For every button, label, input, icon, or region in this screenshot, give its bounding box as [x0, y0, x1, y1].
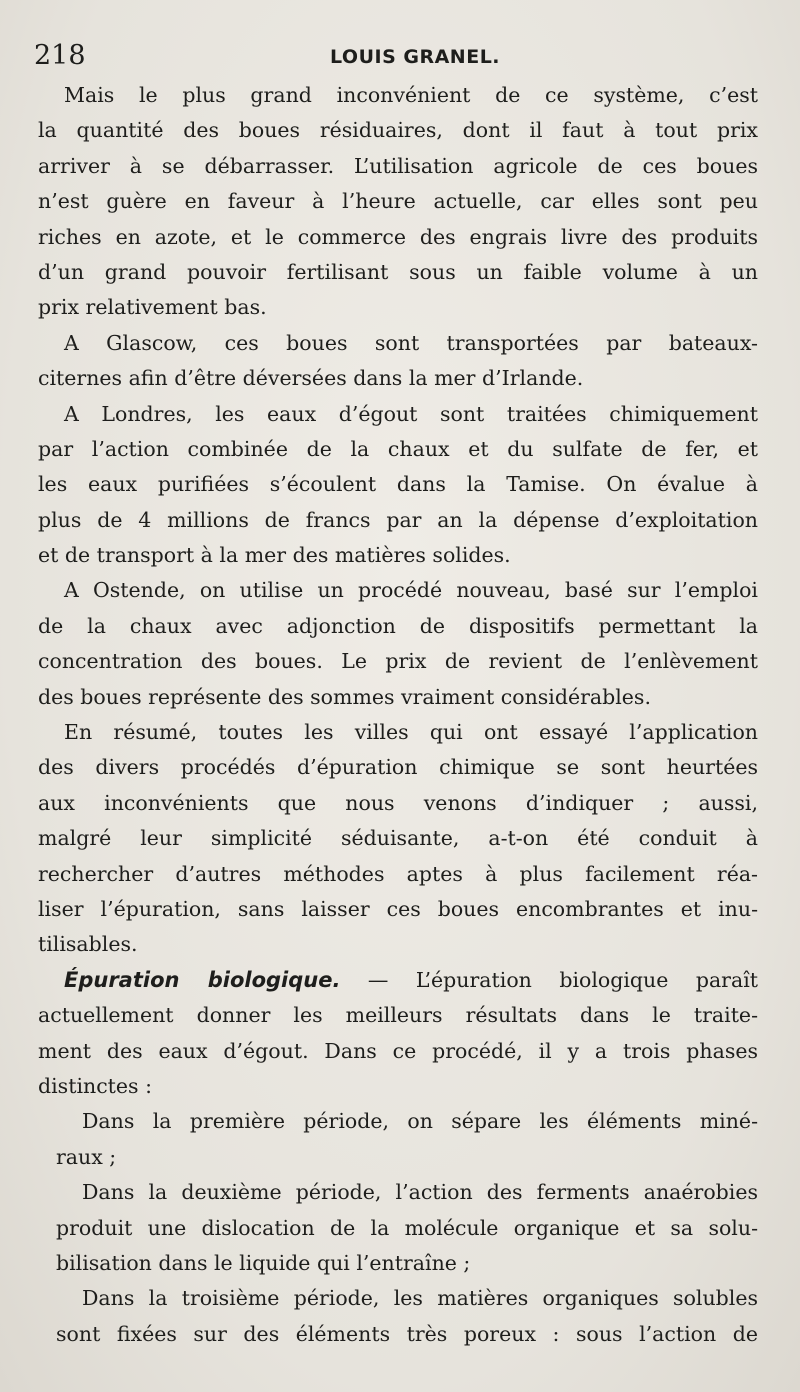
text-line: de la chaux avec adjonction de dispositifs permettant la: [38, 613, 758, 638]
text-line: n’est guère en faveur à l’heure actuelle, car elles sont peu: [38, 189, 758, 214]
page-number: 218: [34, 40, 86, 71]
text-line: concentration des boues. Le prix de revient de l’enlèvement: [38, 649, 758, 674]
text-line: par l’action combinée de la chaux et du sulfate de fer, et: [38, 436, 758, 461]
text-line: actuellement donner les meilleurs résultats dans le traite-: [38, 1003, 758, 1028]
paragraph: [38, 963, 758, 1105]
text-line: distinctes :: [38, 1073, 152, 1098]
text-line: A Londres, les eaux d’égout sont traitées chimiquement: [64, 401, 758, 426]
paragraph: [38, 326, 758, 397]
text-line: ment des eaux d’égout. Dans ce procédé, il y a trois phases: [38, 1038, 758, 1063]
text-line: Dans la troisième période, les matières organiques solubles: [82, 1286, 758, 1311]
text-line: d’un grand pouvoir fertilisant sous un faible volume à un: [38, 259, 758, 284]
text-line: produit une dislocation de la molécule organique et sa solu-: [56, 1215, 758, 1240]
text-line: malgré leur simplicité séduisante, a-t-on été conduit à: [38, 826, 758, 851]
text-line: Dans la première période, on sépare les éléments miné-: [82, 1109, 758, 1134]
text-line: plus de 4 millions de francs par an la dépense d’exploitation: [38, 507, 758, 532]
text-line: et de transport à la mer des matières solides.: [38, 543, 511, 568]
text-line: [38, 963, 758, 998]
text-line: liser l’épuration, sans laisser ces boues encombrantes et inu-: [38, 896, 758, 921]
body-text: [38, 78, 758, 1352]
text-line: aux inconvénients que nous venons d’indiquer ; aussi,: [38, 790, 758, 815]
running-head: LOUIS GRANEL.: [330, 46, 501, 68]
paragraph: [38, 715, 758, 963]
section-heading: Épuration biologique.: [64, 967, 341, 992]
paragraph: [56, 1281, 758, 1352]
text-line: des divers procédés d’épuration chimique se sont heurtées: [38, 755, 758, 780]
text-line: les eaux purifiées s’écoulent dans la Tamise. On évalue à: [38, 472, 758, 497]
paragraph: [38, 573, 758, 715]
text-line: riches en azote, et le commerce des engrais livre des produits: [38, 224, 758, 249]
text-line: En résumé, toutes les villes qui ont essayé l’application: [64, 720, 758, 745]
text-line: A Ostende, on utilise un procédé nouveau, basé sur l’emploi: [64, 578, 758, 603]
text-line: arriver à se débarrasser. L’utilisation agricole de ces boues: [38, 153, 758, 178]
phase-list: [56, 1104, 758, 1352]
text-line: Dans la deuxième période, l’action des ferments anaérobies: [82, 1180, 758, 1205]
text-line: citernes afin d’être déversées dans la mer d’Irlande.: [38, 366, 584, 391]
heading-lead-text: — L’épuration biologique paraît: [340, 967, 758, 992]
paragraph: [56, 1104, 758, 1175]
paragraph: [38, 397, 758, 574]
text-line: des boues représente des sommes vraiment considérables.: [38, 684, 651, 709]
page-header: [30, 40, 770, 74]
paragraph: [38, 78, 758, 326]
text-line: A Glascow, ces boues sont transportées par bateaux-: [64, 330, 758, 355]
text-line: rechercher d’autres méthodes aptes à plus facilement réa-: [38, 861, 758, 886]
text-line: la quantité des boues résiduaires, dont il faut à tout prix: [38, 118, 758, 143]
text-line: prix relativement bas.: [38, 295, 267, 320]
text-line: raux ;: [56, 1144, 117, 1169]
paragraph: [56, 1175, 758, 1281]
text-line: tilisables.: [38, 932, 138, 957]
text-line: Mais le plus grand inconvénient de ce système, c’est: [64, 83, 758, 107]
text-line: sont fixées sur des éléments très poreux : sous l’action de: [56, 1321, 758, 1346]
text-line: bilisation dans le liquide qui l’entraîne ;: [56, 1250, 471, 1275]
